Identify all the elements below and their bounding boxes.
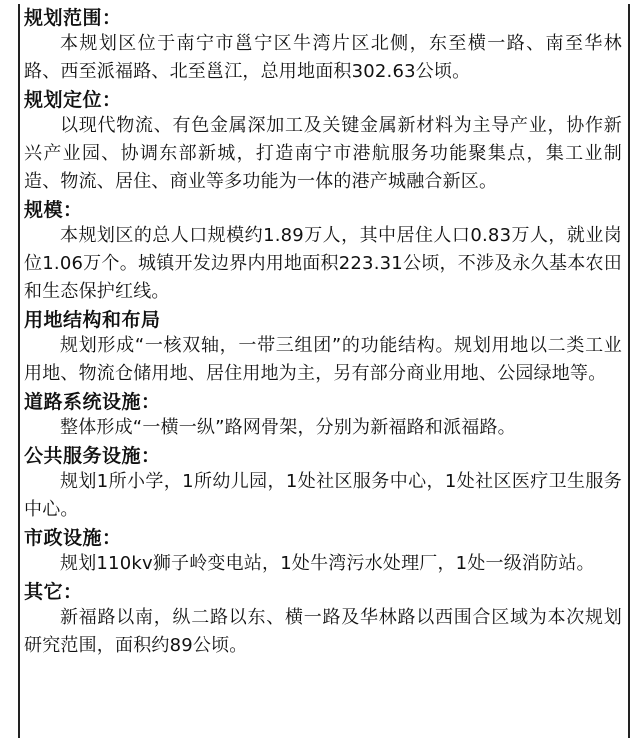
section-municipal-facilities <box>24 526 622 578</box>
section-body: 规划1所小学，1所幼儿园，1处社区服务中心，1处社区医疗卫生服务中心。 <box>24 471 622 520</box>
section-heading: 规模： <box>24 199 83 221</box>
section-heading: 其它： <box>24 581 83 603</box>
section-heading: 规划范围： <box>24 7 122 29</box>
section-other <box>24 580 622 660</box>
section-heading: 公共服务设施： <box>24 445 161 467</box>
document-page <box>18 4 630 738</box>
section-planning-scope <box>24 6 622 86</box>
section-body: 规划形成“一核双轴，一带三组团”的功能结构。规划用地以二类工业用地、物流仓储用地、居住用地为主，另有部分商业用地、公园绿地等。 <box>24 335 622 384</box>
section-body: 本规划区位于南宁市邕宁区牛湾片区北侧，东至横一路、南至华林路、西至派福路、北至邕江，总用地面积302.63公顷。 <box>24 33 622 82</box>
section-heading: 市政设施： <box>24 527 122 549</box>
section-heading: 规划定位： <box>24 89 122 111</box>
section-planning-positioning <box>24 88 622 196</box>
section-body: 整体形成“一横一纵”路网骨架，分别为新福路和派福路。 <box>60 417 516 438</box>
section-body: 本规划区的总人口规模约1.89万人，其中居住人口0.83万人，就业岗位1.06万个。城镇开发边界内用地面积223.31公顷，不涉及永久基本农田和生态保护红线。 <box>24 225 622 302</box>
section-road-system <box>24 390 622 442</box>
section-body: 规划110kv狮子岭变电站，1处牛湾污水处理厂，1处一级消防站。 <box>60 553 595 574</box>
section-scale <box>24 198 622 306</box>
section-heading: 道路系统设施： <box>24 391 161 413</box>
section-public-services <box>24 444 622 524</box>
section-body: 新福路以南，纵二路以东、横一路及华林路以西围合区域为本次规划研究范围，面积约89公顷。 <box>24 607 622 656</box>
section-land-use-structure <box>24 308 622 388</box>
section-body: 以现代物流、有色金属深加工及关键金属新材料为主导产业，协作新兴产业园、协调东部新城，打造南宁市港航服务功能聚集点，集工业制造、物流、居住、商业等多功能为一体的港产城融合新区。 <box>24 115 622 192</box>
section-heading: 用地结构和布局 <box>24 309 161 331</box>
